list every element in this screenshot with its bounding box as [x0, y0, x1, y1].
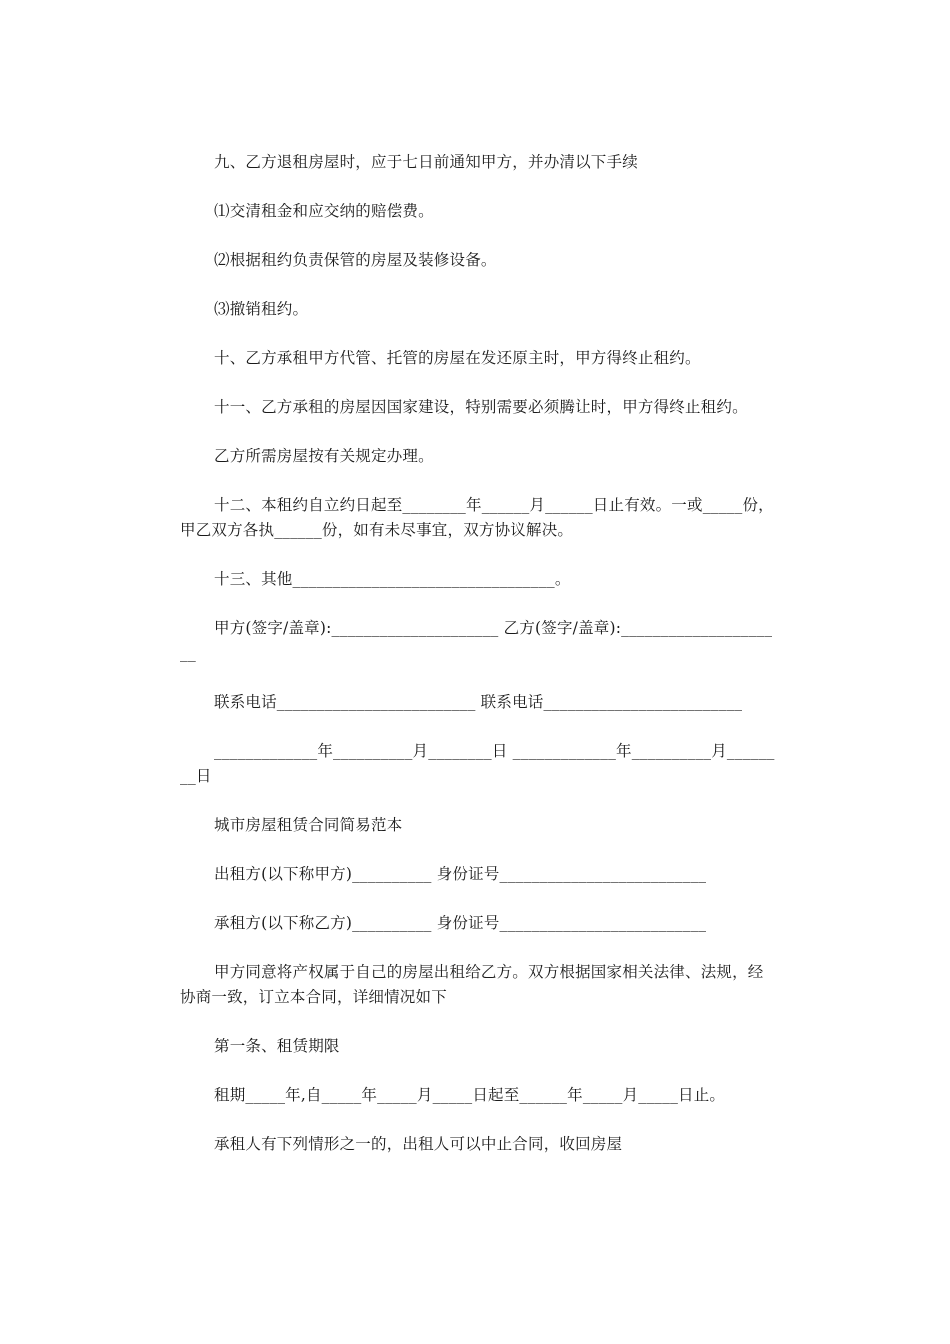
lessee-line: 承租方(以下称乙方)__________ 身份证号__________________________	[214, 914, 707, 932]
clause-9-item-1: ⑴交清租金和应交纳的赔偿费。	[214, 202, 434, 220]
document-page	[180, 150, 775, 1181]
clause-11-note: 乙方所需房屋按有关规定办理。	[214, 447, 434, 465]
agreement-paragraph: 甲方同意将产权属于自己的房屋出租给乙方。双方根据国家相关法律、法规，经协商一致，订立本合同，详细情况如下	[180, 963, 764, 1006]
clause-9-item-3: ⑶撤销租约。	[214, 300, 309, 318]
lessor-line: 出租方(以下称甲方)__________ 身份证号__________________________	[214, 865, 707, 883]
signature-line: 甲方(签字/盖章):_____________________ 乙方(签字/盖章):_____________________	[180, 619, 773, 662]
date-line: _____________年__________月________日 _____________年__________月________日	[180, 742, 775, 785]
phone-line: 联系电话_________________________ 联系电话_________________________	[214, 693, 743, 711]
clause-12-paragraph: 十二、本租约自立约日起至________年______月______日止有效。一或_____份，甲乙双方各执______份，如有未尽事宜，双方协议解决。	[180, 496, 774, 539]
section-title: 城市房屋租赁合同简易范本	[214, 816, 403, 834]
article-1-heading: 第一条、租赁期限	[214, 1037, 340, 1055]
clause-13-paragraph: 十三、其他_________________________________。	[214, 570, 571, 588]
clause-11-paragraph: 十一、乙方承租的房屋因国家建设，特别需要必须腾让时，甲方得终止租约。	[214, 398, 748, 416]
termination-paragraph: 承租人有下列情形之一的，出租人可以中止合同，收回房屋	[214, 1135, 623, 1153]
clause-9-item-2: ⑵根据租约负责保管的房屋及装修设备。	[214, 251, 497, 269]
clause-10-paragraph: 十、乙方承租甲方代管、托管的房屋在发还原主时，甲方得终止租约。	[214, 349, 701, 367]
clause-9-paragraph: 九、乙方退租房屋时，应于七日前通知甲方，并办清以下手续	[214, 153, 638, 171]
lease-term-paragraph: 租期_____年,自_____年_____月_____日起至______年_____月_____日止。	[214, 1086, 726, 1104]
